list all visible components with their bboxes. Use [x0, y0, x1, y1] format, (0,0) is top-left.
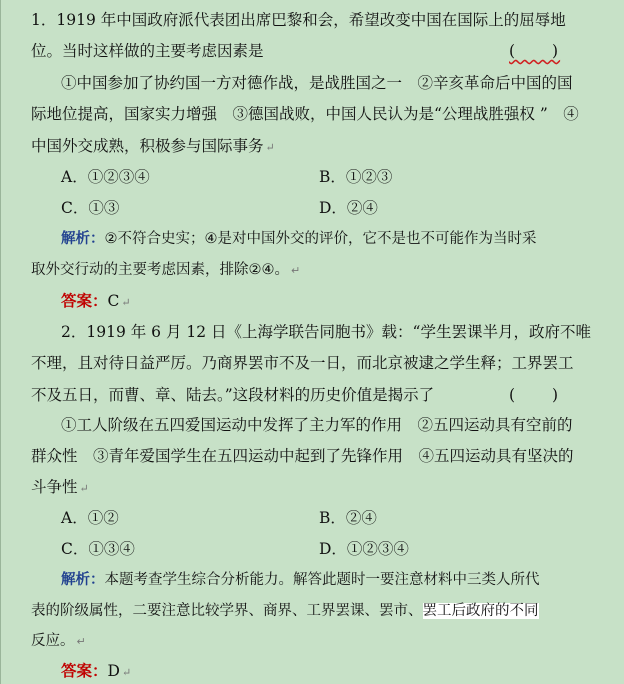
q2-option-b: B．②④	[319, 509, 377, 527]
q1-explanation-text-1: ②不符合史实；④是对中国外交的评价，它不是也不可能作为当时采	[104, 231, 537, 247]
q2-stem-line-3	[31, 385, 601, 405]
q1-option-c: C．①③	[61, 199, 120, 217]
q1-option-b: B．①②③	[319, 168, 393, 186]
q1-answer-label: 答案：	[61, 291, 108, 310]
q1-answer-line	[61, 291, 624, 313]
q1-premise-line-1	[61, 73, 624, 93]
q1-premise-line-3	[31, 136, 601, 158]
q2-explanation-text-3: 反应。	[31, 633, 75, 649]
paragraph-mark-icon: ↵	[76, 635, 86, 648]
q2-explanation-text-2a: 表的阶级属性，二要注意比较学界、商界、工界罢课、罢市、	[31, 603, 423, 619]
paragraph-mark-icon: ↵	[265, 141, 275, 154]
q2-answer-line	[61, 661, 624, 683]
paragraph-mark-icon: ↵	[121, 296, 131, 309]
q2-premise-text-1: ①工人阶级在五四爱国运动中发挥了主力军的作用 ②五四运动具有空前的	[61, 416, 573, 434]
q1-explanation-line-2	[31, 260, 601, 281]
q2-stem-text-3: 不及五日，而曹、章、陆去。”这段材料的历史价值是揭示了	[31, 386, 435, 404]
q1-stem-line-1	[31, 10, 601, 30]
q2-explanation-line-1	[61, 570, 595, 590]
q1-stem-text-2: 位。当时这样做的主要考虑因素是	[31, 42, 264, 60]
q2-answer-bracket: ( )	[509, 386, 561, 404]
q1-stem-text-1: 1．1919 年中国政府派代表团出席巴黎和会，希望改变中国在国际上的屈辱地	[31, 11, 566, 29]
q2-explanation-line-3	[31, 631, 601, 652]
q1-answer-value: C	[107, 292, 120, 310]
q2-stem-text-1: 2．1919 年 6 月 12 日《上海学联告同胞书》载：“学生罢课半月，政府不唯	[61, 323, 591, 341]
q1-premise-text-3: 中国外交成熟，积极参与国际事务	[31, 137, 264, 155]
q2-answer-value: D	[107, 662, 120, 680]
q2-premise-text-2: 群众性 ③青年爱国学生在五四运动中起到了先锋作用 ④五四运动具有坚决的	[31, 447, 574, 465]
q2-premise-line-1	[61, 415, 624, 435]
q2-stem-text-2: 不理，且对待日益严厉。乃商界罢市不及一日，而北京被逮之学生释；工界罢工	[31, 354, 574, 372]
q2-premise-line-2	[31, 446, 601, 466]
q2-explanation-text-2b: 罢工后政府的不同	[422, 603, 539, 619]
q2-premise-line-3	[31, 477, 601, 499]
q1-option-d: D．②④	[319, 199, 378, 217]
q2-stem-line-2	[31, 353, 601, 373]
q2-explanation-text-1: 本题考查学生综合分析能力。解答此题时一要注意材料中三类人所代	[104, 572, 540, 588]
q2-explanation-label: 解析：	[61, 572, 105, 588]
q2-option-c: C．①③④	[61, 540, 135, 558]
q1-option-a: A．①②③④	[61, 168, 150, 186]
paragraph-mark-icon: ↵	[291, 264, 301, 277]
q2-explanation-line-2	[31, 601, 601, 621]
q1-stem-line-2	[31, 41, 601, 61]
q2-stem-line-1	[61, 322, 624, 342]
q2-answer-label: 答案：	[61, 661, 108, 680]
q2-premise-text-3: 斗争性	[31, 478, 78, 496]
q1-premise-line-2	[31, 104, 601, 124]
q1-explanation-line-1	[61, 229, 595, 249]
q2-option-a: A．①②	[61, 509, 119, 527]
paragraph-mark-icon: ↵	[121, 666, 132, 679]
q1-explanation-label: 解析：	[61, 231, 105, 247]
q1-answer-bracket: ( )	[509, 42, 561, 60]
q1-explanation-text-2: 取外交行动的主要考虑因素，排除②④。	[31, 262, 289, 278]
q1-premise-text-1: ①中国参加了协约国一方对德作战，是战胜国之一 ②辛亥革命后中国的国	[61, 74, 573, 92]
paragraph-mark-icon: ↵	[79, 482, 89, 495]
q2-option-d: D．①②③④	[319, 540, 409, 558]
q1-premise-text-2: 际地位提高，国家实力增强 ③德国战败，中国人民认为是“公理战胜强权 ” ④	[31, 105, 579, 123]
